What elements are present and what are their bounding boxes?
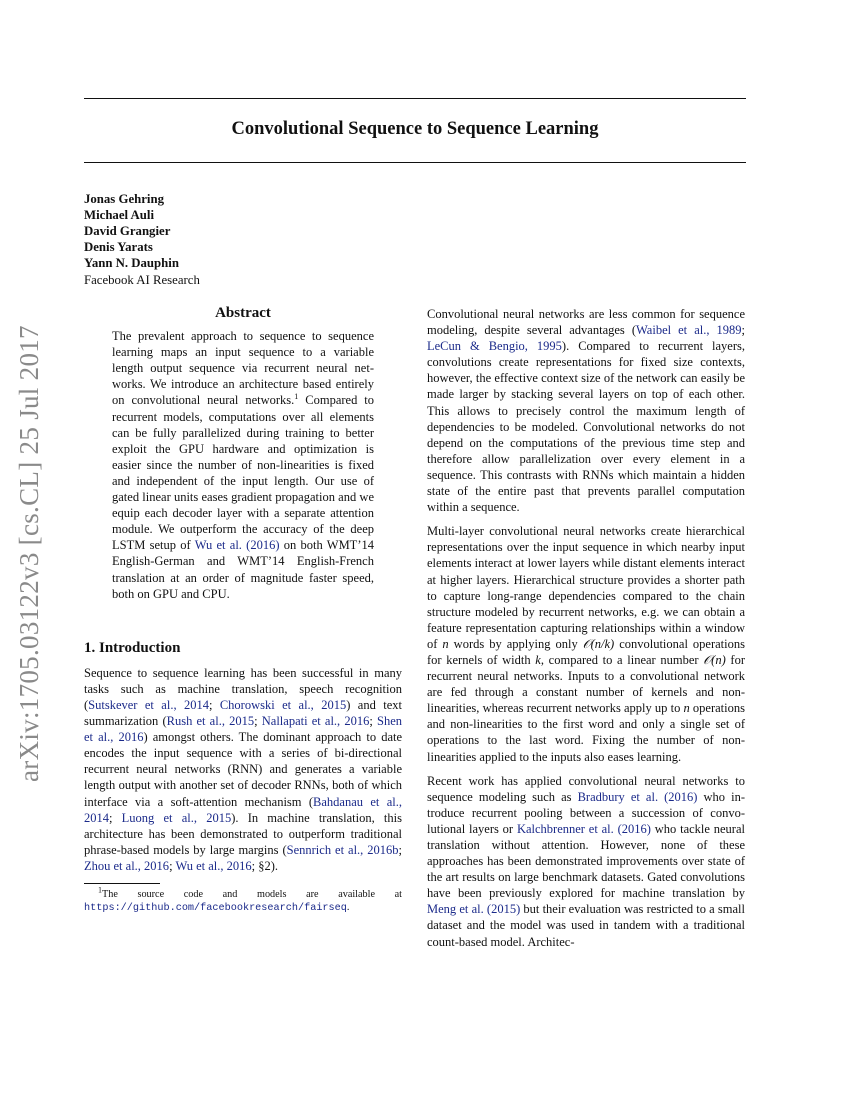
math-expression: 𝒪(n) (703, 652, 726, 667)
left-column (84, 305, 402, 915)
citation-link[interactable]: Bahdanau et al., 2014 (84, 794, 402, 825)
math-variable: n (442, 636, 449, 651)
affiliation: Facebook AI Research (84, 273, 200, 287)
footnote-marker[interactable]: 1 (294, 392, 299, 402)
right-column (427, 306, 745, 958)
math-expression: 𝒪(n/k) (582, 636, 615, 651)
citation-link[interactable]: Chorowski et al., 2015 (219, 697, 347, 712)
paragraph: Multi-layer convolutional neural networks create hierarchical representations over the input sequence in which nearby input elements interact at lower layers while distant elements interact at higher layers. Hierarchical structure provides a shorter path to capture long-range dependencies compared to the chain structure modeled by recurrent networks, e.g. we can obtain a feature representation capturing relationships within a window of n words by applying only 𝒪(n/k) convolutional operations for kernels of width k, compared to a linear number 𝒪(n) for recurrent neural networks. Inputs to a convolutional network are fed through a constant number of kernels and non-linearities, whereas recurrent networks apply up to n operations and non-linearities to the first word and only a single set of operations to the last word. Fixing the number of non-linearities applied to the inputs also eases learning. (427, 524, 745, 764)
citation-link[interactable]: Shen et al., 2016 (84, 714, 402, 745)
author-block (84, 191, 200, 288)
math-variable: k (535, 652, 541, 667)
source-code-url-link[interactable]: https://github.com/facebookresearch/fairseq (84, 903, 347, 914)
author-name: Denis Yarats (84, 240, 153, 254)
citation-link[interactable]: Wu et al., 2016 (175, 858, 252, 873)
citation-link[interactable]: Luong et al., 2015 (121, 810, 232, 825)
section-heading: 1. Introduction (84, 639, 181, 656)
author-name: Jonas Gehring (84, 192, 164, 206)
arxiv-identifier-stamp: arXiv:1705.03122v3 [cs.CL] 25 Jul 2017 (14, 325, 44, 782)
abstract-body (112, 328, 374, 602)
abstract-text: on both WMT’14 English-German and WMT’14 English-French translation at an order of magnitude faster speed, both on GPU and CPU. (112, 538, 374, 601)
citation-link[interactable]: Kalchbrenner et al. (2016) (516, 821, 651, 836)
citation-link[interactable]: Waibel et al., 1989 (636, 323, 742, 338)
citation-link[interactable]: Zhou et al., 2016 (84, 858, 170, 873)
citation-link[interactable]: Meng et al. (2015) (427, 902, 521, 917)
paper-title: Convolutional Sequence to Sequence Learning (231, 119, 599, 139)
abstract-text: The prevalent approach to sequence to sequence learning maps an input sequence to a variable length output sequence via recurrent neural networks. We introduce an architecture based entirely on convolutional neural networks. (112, 329, 374, 408)
citation-link[interactable]: Bradbury et al. (2016) (577, 789, 698, 804)
author-name: Michael Auli (84, 208, 155, 222)
paragraph: Sequence to sequence learning has been successful in many tasks such as machine translation, speech recognition (Sutskever et al., 2014; Chorowski et al., 2015) and text summarization (Rush et al., 2015; Nallapati et al., 2016; Shen et al., 2016) amongst others. The dominant approach to date encodes the input sequence with a series of bi-directional recurrent neural networks (RNN) and generates a variable length output with another set of decoder RNNs, both of which interface via a soft-attention mechanism (Bahdanau et al., 2014; Luong et al., 2015). In machine translation, this architecture has been demonstrated to outperform traditional phrase-based models by large margins (Sennrich et al., 2016b; Zhou et al., 2016; Wu et al., 2016; §2). (84, 665, 403, 873)
citation-link[interactable]: Rush et al., 2015 (166, 714, 255, 729)
citation-link[interactable]: Sutskever et al., 2014 (88, 697, 209, 712)
citation-link[interactable]: Wu et al. (2016) (194, 538, 280, 553)
footnote-number: 1 (98, 885, 102, 895)
footnote: $^1$The source code and models are available at https://github.com/facebookresearch/fairseq. (84, 885, 402, 914)
abstract-heading: Abstract (215, 305, 271, 321)
paragraph: Recent work has applied convolutional neural networks to sequence modeling such as Bradbury et al. (2016) who introduce recurrent pooling between a succession of convolutional layers or Kalchbrenner et al. (2016) who tackle neural translation without attention. However, none of these approaches has been demonstrated improvements over state of the art results on large benchmark datasets. Gated convolutions have been previously explored for machine translation by Meng et al. (2015) but their evaluation was restricted to a small dataset and the model was used in tandem with a traditional count-based model. Architec- (427, 773, 745, 949)
paragraph: Convolutional neural networks are less common for sequence modeling, despite several advantages (Waibel et al., 1989; LeCun & Bengio, 1995). Compared to recurrent layers, convolutions create representations for fixed size contexts, however, the effective context size of the network can easily be made larger by stacking several layers on top of each other. This allows to precisely control the maximum length of dependencies to be modeled. Convolutional networks do not depend on the computations of the previous time step and therefore allow parallelization over every element in a sequence. This contrasts with RNNs which maintain a hidden state of the entire past that prevents parallel computation within a sequence. (427, 307, 745, 515)
title-rule-bottom (84, 162, 746, 163)
citation-link[interactable]: Nallapati et al., 2016 (261, 714, 370, 729)
math-variable: n (683, 701, 690, 716)
citation-link[interactable]: LeCun & Bengio, 1995 (427, 339, 562, 354)
footnote-rule (84, 883, 160, 884)
abstract-text: Compared to recurrent models, computations over all elements can be fully parallelized during training to better exploit the GPU hardware and optimization is easier since the number of non-linearities is fixed and independent of the input length. Our use of gated linear units eases gradient propagation and we equip each decoder layer with a separate attention module. We outperform the accuracy of the deep LSTM setup of (112, 393, 375, 553)
author-name: David Grangier (84, 224, 171, 238)
title-rule-top (84, 98, 746, 99)
author-name: Yann N. Dauphin (84, 256, 179, 270)
citation-link[interactable]: Sennrich et al., 2016b (286, 842, 399, 857)
